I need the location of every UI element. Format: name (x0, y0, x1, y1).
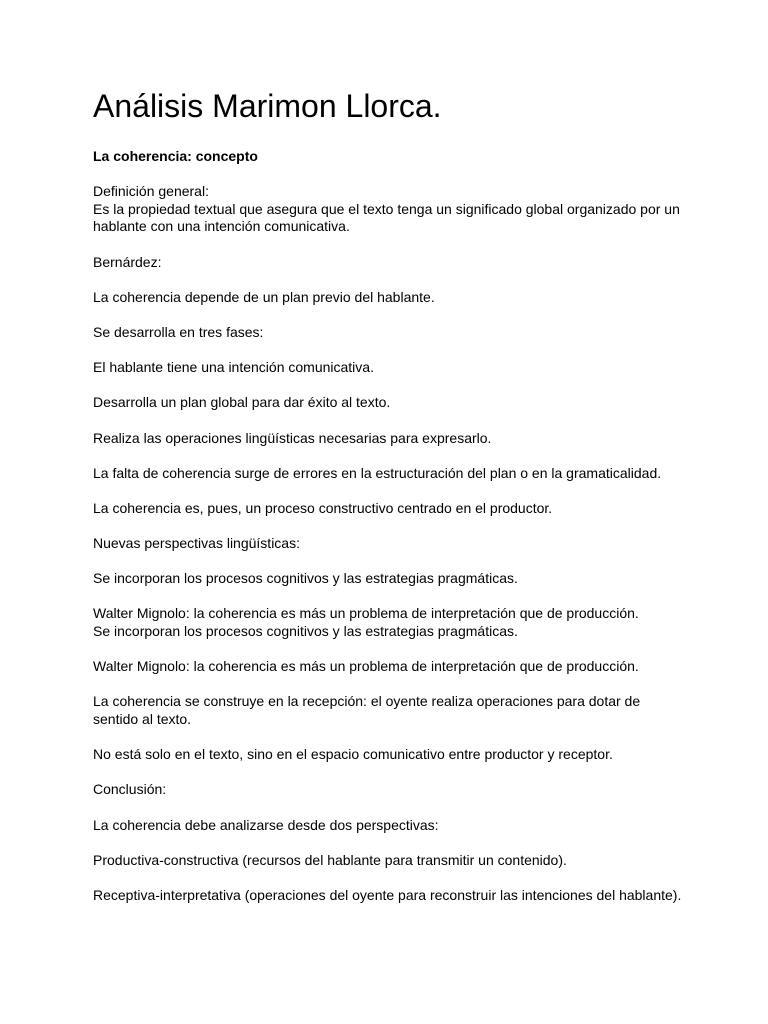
paragraph (93, 359, 683, 377)
paragraph-line: Nuevas perspectivas lingüísticas: (93, 535, 300, 552)
document-body (93, 86, 683, 922)
paragraph (93, 289, 683, 307)
paragraph-line: No está solo en el texto, sino en el espacio comunicativo entre productor y receptor. (93, 746, 613, 763)
paragraph (93, 500, 683, 518)
paragraph-line: La falta de coherencia surge de errores en la estructuración del plan o en la gramaticalidad. (93, 464, 662, 481)
paragraph (93, 183, 683, 236)
paragraph-line: El hablante tiene una intención comunicativa. (93, 359, 374, 376)
paragraph (93, 605, 683, 640)
paragraph (93, 746, 683, 764)
paragraph (93, 324, 683, 342)
paragraph (93, 430, 683, 448)
paragraph-line: Bernárdez: (93, 253, 162, 270)
paragraph-line: La coherencia debe analizarse desde dos perspectivas: (93, 816, 439, 833)
paragraph (93, 254, 683, 272)
paragraph (93, 658, 683, 676)
paragraph-line: Realiza las operaciones lingüísticas necesarias para expresarlo. (93, 429, 492, 446)
paragraph (93, 535, 683, 553)
paragraph-line: Productiva-constructiva (recursos del hablante para transmitir un contenido). (93, 851, 567, 868)
paragraph-line: La coherencia depende de un plan previo del hablante. (93, 288, 435, 305)
paragraph-line: Se incorporan los procesos cognitivos y las estrategias pragmáticas. (93, 623, 518, 640)
paragraph (93, 817, 683, 835)
paragraph-line: Walter Mignolo: la coherencia es más un problema de interpretación que de producción. (93, 605, 639, 622)
paragraph (93, 781, 683, 799)
paragraph-line: Se desarrolla en tres fases: (93, 323, 264, 340)
paragraph-line: Desarrolla un plan global para dar éxito al texto. (93, 394, 391, 411)
paragraph-line: La coherencia es, pues, un proceso constructivo centrado en el productor. (93, 499, 553, 516)
paragraph-list (93, 148, 683, 905)
paragraph-line: Es la propiedad textual que asegura que el texto tenga un significado global organizado por un hablante con una intención comunicativa. (93, 200, 680, 235)
paragraph-line: Walter Mignolo: la coherencia es más un problema de interpretación que de producción. (93, 658, 639, 675)
paragraph-line: Definición general: (93, 183, 209, 200)
paragraph (93, 693, 683, 728)
paragraph (93, 570, 683, 588)
section-heading (93, 148, 683, 166)
paragraph (93, 465, 683, 483)
paragraph (93, 852, 683, 870)
paragraph-line: Conclusión: (93, 781, 167, 798)
paragraph-line: Receptiva-interpretativa (operaciones del oyente para reconstruir las intenciones del hablante). (93, 886, 682, 903)
document-title: Análisis Marimon Llorca. (93, 88, 442, 124)
paragraph (93, 394, 683, 412)
paragraph-line: La coherencia: concepto (93, 148, 258, 164)
paragraph-line: La coherencia se construye en la recepción: el oyente realiza operaciones para dotar de sentido al texto. (93, 693, 641, 727)
paragraph (93, 887, 683, 905)
paragraph-line: Se incorporan los procesos cognitivos y las estrategias pragmáticas. (93, 570, 518, 587)
